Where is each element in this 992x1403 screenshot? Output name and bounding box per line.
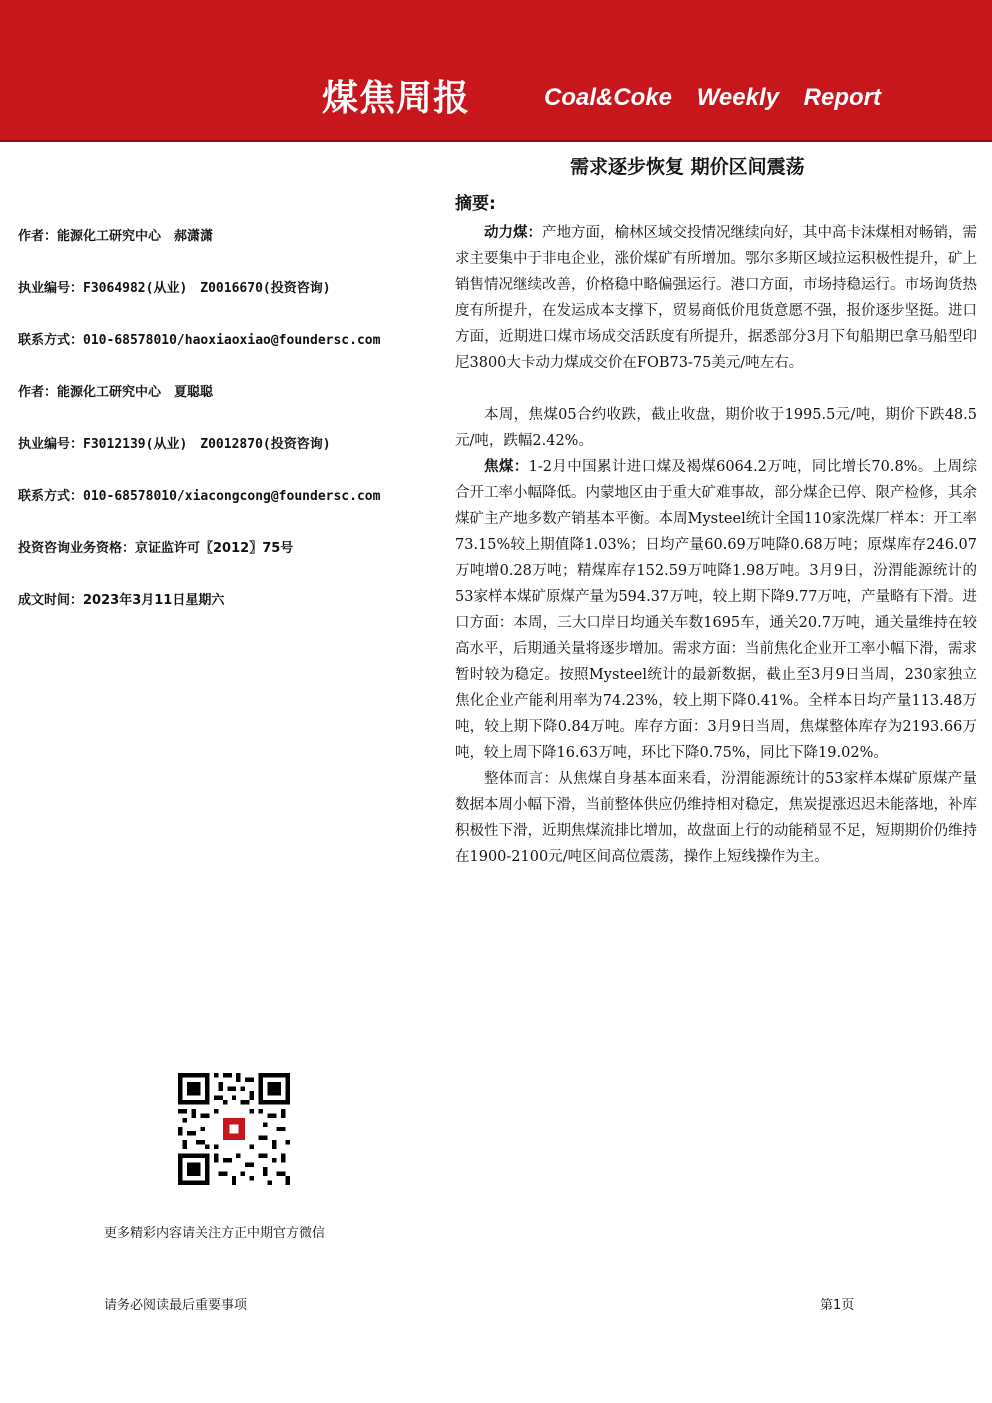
info-label: 作者： <box>18 385 58 400</box>
info-value: F3012139(从业) Z0012870(投资咨询) <box>83 437 331 452</box>
info-label: 成文时间： <box>18 593 84 608</box>
paragraph-text: 产地方面，榆林区域交投情况继续向好，其中高卡沫煤相对畅销，需求主要集中于非电企业，涨价煤矿有所增加。鄂尔多斯区域拉运积极性提升，矿上销售情况继续改善，价格稳中略偏强运行。港口方面，市场持稳运行。市场询货热度有所提升，在发运成本支撑下，贸易商低价甩货意愿不强，报价逐步坚挺。进口方面，近期进口煤市场成交活跃度有所提升，据悉部分3月下旬船期巴拿马船型印尼3800大卡动力煤成交价在FOB73-75美元/吨左右。 <box>455 225 977 371</box>
summary-paragraph <box>455 766 977 870</box>
report-title-en: Coal&Coke Weekly Report <box>544 84 881 111</box>
author-row <box>18 536 438 562</box>
info-label: 联系方式： <box>18 333 84 348</box>
footer-notice: 请务必阅读最后重要事项 <box>104 1298 248 1313</box>
summary-paragraph <box>455 454 977 766</box>
info-label: 作者： <box>18 229 58 244</box>
info-value: 2023年3月11日星期六 <box>83 593 225 608</box>
report-headline: 需求逐步恢复 期价区间震荡 <box>570 156 805 178</box>
paragraph-text: 本周，焦煤05合约收跌，截止收盘，期价收于1995.5元/吨，期价下跌48.5元/吨，跌幅2.42%。 <box>455 407 977 449</box>
summary-paragraph <box>455 402 977 454</box>
summary-paragraph <box>455 220 977 376</box>
info-label: 执业编号： <box>18 281 84 296</box>
paragraph-text: 整体而言：从焦煤自身基本面来看，汾渭能源统计的53家样本煤矿原煤产量数据本周小幅下滑，当前整体供应仍维持相对稳定，焦炭提涨迟迟未能落地，补库积极性下滑，近期焦煤流排比增加，故盘面上行的动能稍显不足，短期期价仍维持在1900-2100元/吨区间高位震荡，操作上短线操作为主。 <box>455 771 977 865</box>
header-banner <box>0 0 992 142</box>
author-row <box>18 328 438 354</box>
page-number: 第1页 <box>820 1298 855 1313</box>
paragraph-text: 1-2月中国累计进口煤及褐煤6064.2万吨，同比增长70.8%。上周综合开工率小幅降低。内蒙地区由于重大矿难事故，部分煤企已停、限产检修，其余煤矿主产地多数产销基本平衡。本周Mysteel统计全国110家洗煤厂样本：开工率73.15%较上期值降1.03%；日均产量60.69万吨降0.68万吨；原煤库存246.07万吨增0.28万吨；精煤库存152.59万吨降1.98万吨。3月9日，汾渭能源统计的53家样本煤矿原煤产量为594.37万吨，较上期下降9.77万吨，产量略有下滑。进口方面：本周，三大口岸日均通关车数1695车，通关20.7万吨，通关量维持在较高水平，后期通关量将逐步增加。需求方面：当前焦化企业开工率小幅下滑，需求暂时较为稳定。按照Mysteel统计的最新数据，截止至3月9日当周，230家独立焦化企业产能利用率为74.23%，较上期下降0.41%。全样本日均产量113.48万吨，较上期下降0.84万吨。库存方面：3月9日当周，焦煤整体库存为2193.66万吨，较上周下降16.63万吨，环比下降0.75%，同比下降19.02%。 <box>455 459 977 761</box>
info-label: 执业编号： <box>18 437 84 452</box>
info-value: 能源化工研究中心 夏聪聪 <box>57 385 214 400</box>
author-row <box>18 484 438 510</box>
author-row <box>18 588 438 614</box>
info-value: 010-68578010/haoxiaoxiao@foundersc.com <box>83 333 381 348</box>
paragraph-lead: 焦煤： <box>484 459 529 475</box>
info-label: 联系方式： <box>18 489 84 504</box>
author-row <box>18 276 438 302</box>
qr-code-icon <box>178 1073 290 1185</box>
author-row <box>18 432 438 458</box>
info-value: 京证监许可〖2012〗75号 <box>135 541 294 556</box>
report-title-cn: 煤焦周报 <box>322 78 471 119</box>
info-value: 能源化工研究中心 郝潇潇 <box>57 229 214 244</box>
author-row <box>18 380 438 406</box>
summary-heading: 摘要: <box>455 194 496 214</box>
author-row <box>18 224 438 250</box>
info-value: 010-68578010/xiacongcong@foundersc.com <box>83 489 381 504</box>
paragraph-lead: 动力煤： <box>484 225 542 241</box>
info-value: F3064982(从业) Z0016670(投资咨询) <box>83 281 331 296</box>
info-label: 投资咨询业务资格： <box>18 541 136 556</box>
summary-section <box>455 188 977 870</box>
qr-caption: 更多精彩内容请关注方正中期官方微信 <box>104 1226 326 1241</box>
author-info <box>18 224 438 640</box>
